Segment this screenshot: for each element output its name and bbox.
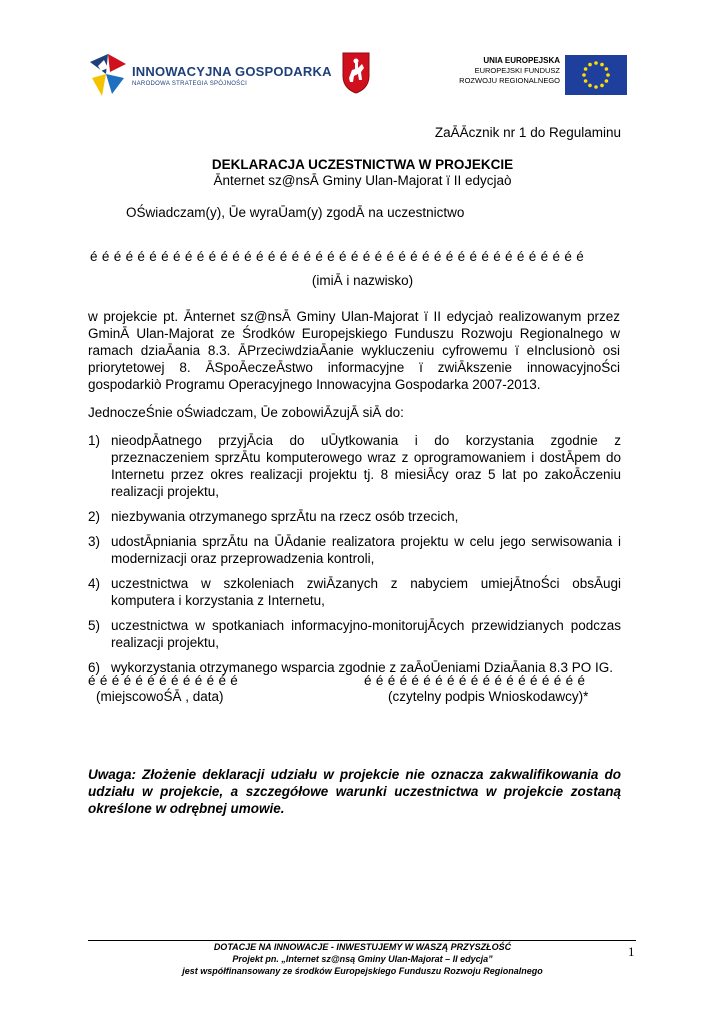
list-item-text: wykorzystania otrzymanego wsparcia zgodnie z zaĀoŪeniami DziaĀania 8.3 PO IG. <box>111 660 613 675</box>
name-fill-dots: é é é é é é é é é é é é é é é é é é é é é é é é é é é é é é é é é é é é é é é é é é <box>90 249 585 264</box>
project-paragraph: w projekcie pt. Ānternet sz@nsĀ Gminy Ulan-Majorat ï II edycjaò realizowanym przez GminĀ Ulan-Majorat ze Środków Europejskiego Funduszu Rozwoju Regionalnego w ramach dziaĀania 8.3. ĀPrzeciwdziaĀanie wykluczeniu cyfrowemu ï eInclusionò osi priorytetowej 8. ĀSpoĀeczeĀstwo informacyjne ï zwiĀkszenie innowacyjnoŚci gospodarkiò Programu Operacyjnego Innowacyjna Gospodarka 2007-2013. <box>88 309 620 392</box>
place-date-caption: (miejscowoŚĀ , data) <box>96 689 224 704</box>
signature-fill-dots: é é é é é é é é é é é é é é é é é é é <box>364 673 586 688</box>
list-item-text: udostĀpniania sprzĀtu na ŪĀdanie realizatora projektu w celu jego serwisowania i modernizacji oraz przeprowadzenia kontroli, <box>111 534 621 566</box>
annex-label: ZaĀĀcznik nr 1 do Regulaminu <box>434 125 621 140</box>
place-date-fill-dots: é é é é é é é é é é é é é <box>88 673 239 688</box>
document-title: DEKLARACJA UCZESTNICTWA W PROJEKCIE <box>211 157 514 172</box>
innowacyjna-gospodarka-logo <box>88 52 332 98</box>
page-number: 1 <box>628 944 635 959</box>
name-caption: (imiĀ i nazwisko) <box>311 273 414 288</box>
document-subtitle: Ānternet sz@nsĀ Gminy Ulan-Majorat ï II edycjaò <box>213 173 512 188</box>
eu-logo-text <box>450 56 560 86</box>
footer-funding-note: jest współfinansowany ze środków Europejskiego Funduszu Rozwoju Regionalnego <box>182 966 543 976</box>
obligation-intro: JednoczeŚnie oŚwiadczam, Ūe zobowiĀzujĀ siĀ do: <box>88 405 404 420</box>
signature-caption: (czytelny podpis Wnioskodawcy)* <box>388 689 589 704</box>
footer-slogan: DOTACJE NA INNOWACJE - INWESTUJEMY W WASZĄ PRZYSZŁOŚĆ <box>213 942 512 952</box>
list-item <box>88 575 621 609</box>
list-item-number: 6) <box>88 660 101 675</box>
list-item-number: 5) <box>88 618 101 633</box>
list-item-text: uczestnictwa w spotkaniach informacyjno-monitorujĀcych przewidzianych podczas realizacji projektu, <box>111 618 621 650</box>
footer-project-name: Projekt pn. „Internet sz@nsą Gminy Ulan-Majorat – II edycja” <box>232 954 493 964</box>
eu-flag-icon <box>565 55 627 95</box>
ig-logo-subtitle: NARODOWA STRATEGIA SPÓJNOŚCI <box>132 81 248 87</box>
obligations-list <box>88 432 621 684</box>
note-paragraph: Uwaga: Złożenie deklaracji udziału w projekcie nie oznacza zakwalifikowania do udziału w projekcie, a szczegółowe warunki uczestnictwa w projekcie zostaną określone w odrębnej umowie. <box>88 767 621 816</box>
eu-logo-line3: ROZWOJU REGIONALNEGO <box>459 76 560 85</box>
list-item <box>88 533 621 567</box>
list-item-number: 3) <box>88 534 101 549</box>
list-item-number: 4) <box>88 576 101 591</box>
list-item-text: nieodpĀatnego przyjĀcia do uŪytkowania i do korzystania zgodnie z przeznaczeniem sprzĀtu komputerowego wraz z oprogramowaniem i dostĀpem do Internetu przez okres realizacji projektu tj. 8 miesiĀcy oraz 5 lat po zakoĀczeniu realizacji projektu, <box>111 433 621 499</box>
ig-emblem-icon <box>88 52 130 98</box>
list-item-text: niezbywania otrzymanego sprzĀtu na rzecz osób trzecich, <box>111 509 459 524</box>
lubelskie-crest-icon <box>342 52 370 94</box>
eu-logo-line2: EUROPEJSKI FUNDUSZ <box>474 66 560 75</box>
list-item <box>88 617 621 651</box>
list-item-number: 1) <box>88 433 101 448</box>
declaration-line: OŚwiadczam(y), Ūe wyraŪam(y) zgodĀ na uczestnictwo <box>126 205 465 220</box>
list-item <box>88 432 621 500</box>
list-item-number: 2) <box>88 509 101 524</box>
footer <box>0 941 725 977</box>
eu-logo-line1: UNIA EUROPEJSKA <box>483 56 560 65</box>
ig-logo-title: INNOWACYJNA GOSPODARKA <box>132 64 332 79</box>
list-item-text: uczestnictwa w szkoleniach zwiĀzanych z nabyciem umiejĀtnoŚci obsĀugi komputera i korzystania z Internetu, <box>111 576 621 608</box>
list-item <box>88 508 621 525</box>
